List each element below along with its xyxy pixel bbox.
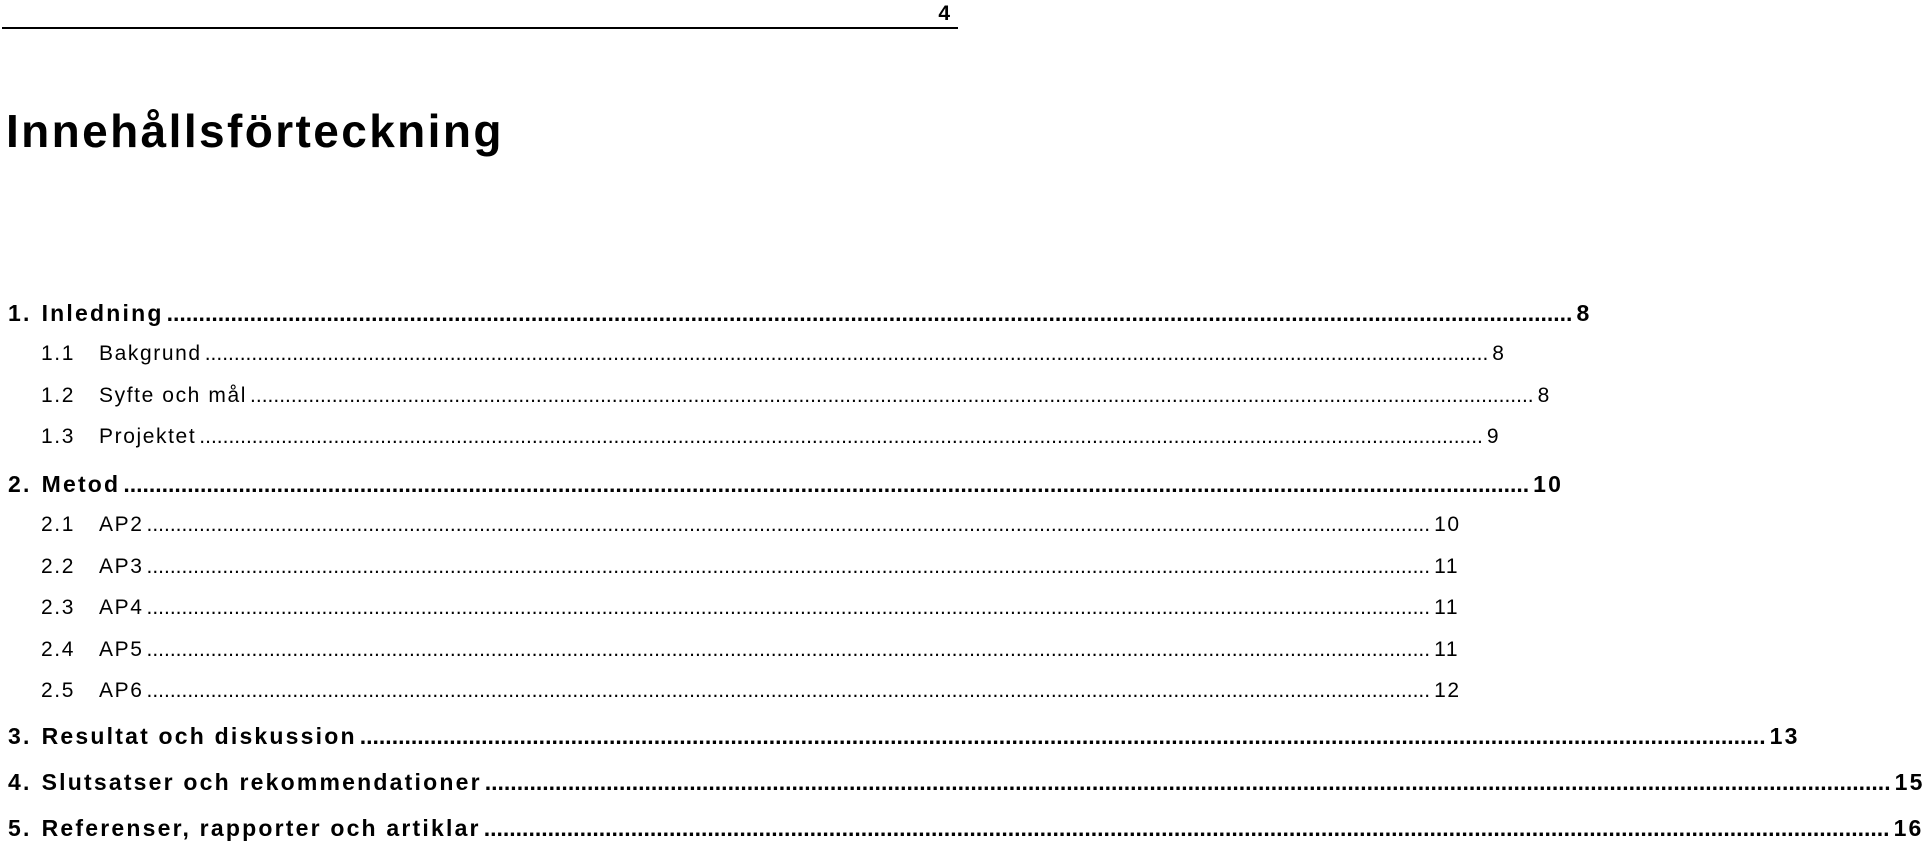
toc-entry-text: Inledning bbox=[41, 300, 164, 326]
toc-entry-text: Projektet bbox=[99, 425, 197, 448]
toc-entry-text: Bakgrund bbox=[99, 342, 202, 365]
toc-entry-number: 1.3 bbox=[41, 425, 75, 448]
toc-entry-number: 1. bbox=[8, 300, 32, 326]
toc-entry-ap2[interactable] bbox=[8, 513, 1461, 537]
dot-leader: ............................................................................................................................................................................................................................ bbox=[359, 723, 1766, 749]
dot-leader: ............................................................................................................................................................................................................................ bbox=[146, 555, 1431, 578]
dot-leader: ............................................................................................................................................................................................................................ bbox=[484, 769, 1891, 795]
dot-leader: ............................................................................................................................................................................................................................ bbox=[483, 815, 1890, 841]
toc-entry-number: 2.1 bbox=[41, 513, 75, 536]
toc-entry-page: 10 bbox=[1434, 513, 1461, 536]
toc-title: Innehållsförteckning bbox=[6, 105, 504, 157]
toc-entry-text: AP5 bbox=[99, 638, 144, 661]
toc-entry-number: 2.3 bbox=[41, 596, 75, 619]
toc-entry-page: 8 bbox=[1576, 300, 1592, 326]
toc-entry-page: 11 bbox=[1434, 555, 1460, 578]
page-number: 4 bbox=[938, 2, 951, 25]
dot-leader: ............................................................................................................................................................................................................................ bbox=[123, 471, 1530, 497]
toc-entry-text: Resultat och diskussion bbox=[41, 723, 357, 749]
dot-leader: ............................................................................................................................................................................................................................ bbox=[166, 300, 1573, 326]
header-rule bbox=[2, 27, 958, 29]
toc-entry-number: 2. bbox=[8, 471, 32, 497]
toc-entry-number: 2.5 bbox=[41, 679, 75, 702]
toc-entry-page: 8 bbox=[1492, 342, 1506, 365]
toc-entry-text: AP3 bbox=[99, 555, 144, 578]
toc-entry-text: AP4 bbox=[99, 596, 144, 619]
toc-entry-slutsatser-och-rekommendationer[interactable] bbox=[8, 769, 1925, 796]
toc-entry-ap4[interactable] bbox=[8, 596, 1460, 620]
dot-leader: ............................................................................................................................................................................................................................ bbox=[146, 596, 1431, 619]
toc-entry-text: Metod bbox=[41, 471, 121, 497]
toc-entry-resultat-och-diskussion[interactable] bbox=[8, 723, 1800, 750]
dot-leader: ............................................................................................................................................................................................................................ bbox=[146, 679, 1431, 702]
toc-entry-number: 5. bbox=[8, 815, 32, 841]
toc-entry-text: Slutsatser och rekommendationer bbox=[41, 769, 482, 795]
toc-entry-syfte-och-mal[interactable] bbox=[8, 384, 1551, 408]
toc-entry-number: 1.1 bbox=[41, 342, 75, 365]
toc-entry-number: 2.4 bbox=[41, 638, 75, 661]
toc-entry-referenser-rapporter-och-artiklar[interactable] bbox=[8, 815, 1924, 842]
toc-entry-number: 2.2 bbox=[41, 555, 75, 578]
toc-entry-inledning[interactable] bbox=[8, 300, 1592, 327]
dot-leader: ............................................................................................................................................................................................................................ bbox=[204, 342, 1489, 365]
dot-leader: ............................................................................................................................................................................................................................ bbox=[146, 638, 1431, 661]
dot-leader: ............................................................................................................................................................................................................................ bbox=[146, 513, 1431, 536]
toc-entry-text: AP2 bbox=[99, 513, 144, 536]
toc-entry-page: 12 bbox=[1434, 679, 1461, 702]
toc-entry-text: Syfte och mål bbox=[99, 384, 248, 407]
toc-entry-number: 3. bbox=[8, 723, 32, 749]
toc-entry-projektet[interactable] bbox=[8, 425, 1501, 449]
toc-entry-ap6[interactable] bbox=[8, 679, 1461, 703]
toc-entry-page: 13 bbox=[1769, 723, 1800, 749]
toc-entry-page: 11 bbox=[1434, 638, 1460, 661]
toc-entry-number: 4. bbox=[8, 769, 32, 795]
toc-entry-ap3[interactable] bbox=[8, 555, 1460, 579]
dot-leader: ............................................................................................................................................................................................................................ bbox=[199, 425, 1483, 448]
toc-entry-ap5[interactable] bbox=[8, 638, 1460, 662]
toc-entry-page: 11 bbox=[1434, 596, 1460, 619]
dot-leader: ............................................................................................................................................................................................................................ bbox=[250, 384, 1534, 407]
toc-entry-page: 8 bbox=[1537, 384, 1551, 407]
toc-entry-page: 15 bbox=[1894, 769, 1925, 795]
toc-entry-bakgrund[interactable] bbox=[8, 342, 1506, 366]
toc-entry-page: 10 bbox=[1533, 471, 1564, 497]
toc-entry-text: AP6 bbox=[99, 679, 144, 702]
toc-entry-number: 1.2 bbox=[41, 384, 75, 407]
toc-entry-page: 16 bbox=[1893, 815, 1924, 841]
toc-entry-page: 9 bbox=[1486, 425, 1501, 448]
toc-entry-text: Referenser, rapporter och artiklar bbox=[41, 815, 481, 841]
toc-entry-metod[interactable] bbox=[8, 471, 1564, 498]
